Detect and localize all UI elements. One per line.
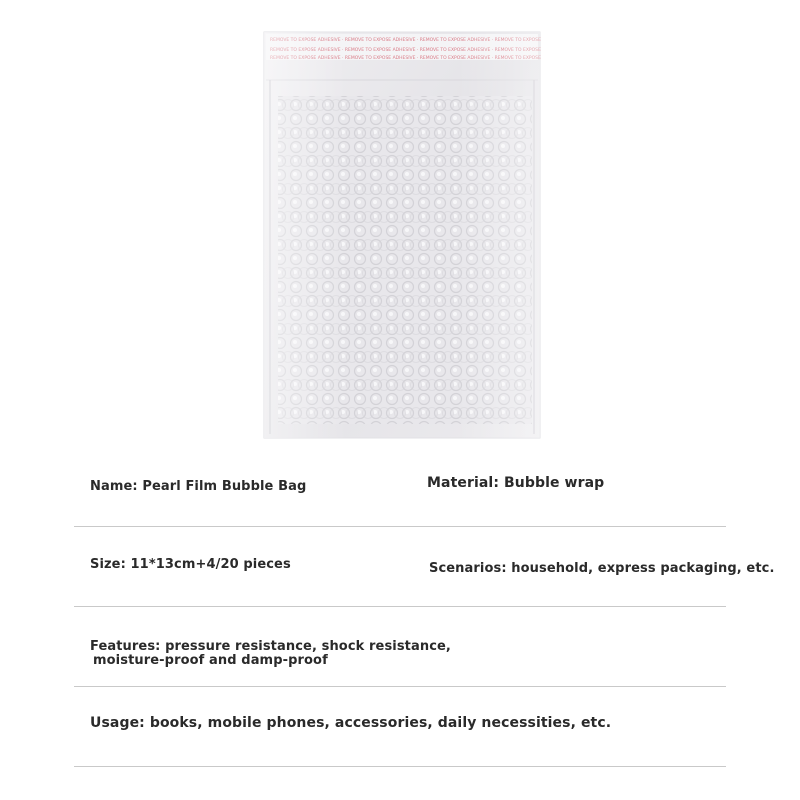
spec-size: Size: 11*13cm+4/20 pieces xyxy=(90,557,291,572)
spec-features-line1: Features: pressure resistance, shock resistance, xyxy=(90,639,451,654)
spec-features-line2: moisture-proof and damp-proof xyxy=(93,653,328,668)
spec-features xyxy=(90,640,490,668)
spec-usage: Usage: books, mobile phones, accessories, daily necessities, etc. xyxy=(90,715,612,731)
spec-scenarios: Scenarios: household, express packaging, etc. xyxy=(429,561,775,576)
spec-material: Material: Bubble wrap xyxy=(427,475,605,491)
spec-name: Name: Pearl Film Bubble Bag xyxy=(90,479,307,494)
